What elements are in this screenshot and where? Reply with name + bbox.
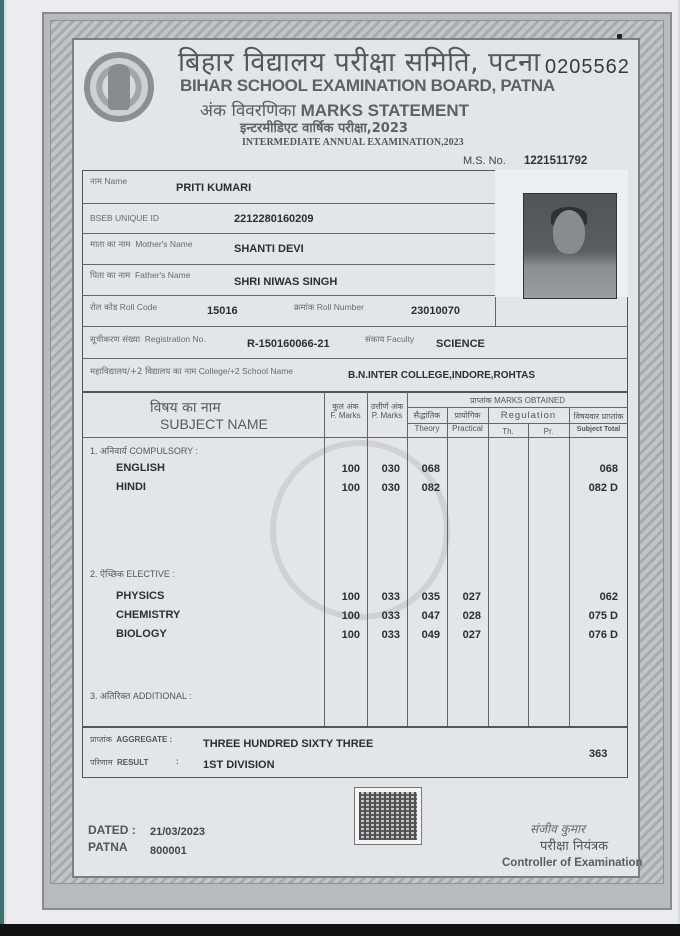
subject-theory-cell: 035: [421, 591, 440, 603]
subject-full-cell: 100: [341, 482, 360, 494]
pass-marks-header-english: P. Marks: [371, 411, 403, 420]
ms-no-value: 1221511792: [524, 155, 588, 167]
subject-name: PHYSICS: [116, 590, 165, 602]
exam-name-hindi: इन्टरमीडिएट वार्षिक परीक्षा,2023: [240, 121, 408, 136]
col-divider: [569, 407, 570, 726]
faculty-label-hindi: संकाय: [365, 335, 385, 345]
section-label: COMPULSORY :: [129, 446, 198, 456]
faculty-label-english: Faculty: [386, 334, 415, 344]
mother-label-hindi: माता का नाम: [90, 240, 131, 250]
mother-label-english: Mother's Name: [135, 239, 193, 249]
section-elective: [90, 567, 175, 580]
statement-title-english: MARKS STATEMENT: [300, 101, 470, 120]
subject-name: HINDI: [116, 481, 146, 493]
subject-total-header-hindi: विषयवार प्राप्तांक: [573, 412, 624, 421]
col-divider: [367, 392, 368, 726]
result-colon: :: [176, 757, 179, 766]
controller-title-english: Controller of Examination: [502, 857, 643, 869]
result-label-hindi: परिणाम: [90, 758, 113, 767]
subject-practical-cell: 028: [462, 610, 481, 622]
subject-total-header: [569, 412, 628, 434]
roll-code-label-english: Roll Code: [119, 302, 158, 312]
registration-label-hindi: सूचीकरण संख्या: [90, 335, 141, 345]
regulation-header: Regulation: [500, 410, 557, 421]
roll-code-label-hindi: रोल कोड: [90, 303, 118, 313]
result-value: 1ST DIVISION: [203, 759, 275, 771]
col-divider: [407, 392, 408, 726]
practical-header: [447, 411, 488, 433]
pass-marks-header: [367, 402, 407, 420]
pass-marks-header-hindi: उत्तीर्ण अंक: [370, 402, 404, 411]
aggregate-words: THREE HUNDRED SIXTY THREE: [203, 738, 374, 750]
serial-number: 0205562: [545, 56, 630, 78]
subject-total-cell: 076 D: [588, 629, 618, 641]
theory-header-english: Theory: [414, 424, 440, 433]
marks-obtained-hindi: प्राप्तांक: [469, 396, 492, 405]
section-number: 2.: [90, 569, 98, 579]
board-name-hindi: बिहार विद्यालय परीक्षा समिति, पटना: [178, 47, 541, 78]
mother-name-value: SHANTI DEVI: [234, 243, 304, 255]
father-label-english: Father's Name: [134, 270, 191, 280]
regulation-theory-header: Th.: [502, 427, 514, 436]
theory-header: [407, 411, 447, 433]
practical-header-english: Practical: [452, 424, 483, 433]
unique-id-value: 2212280160209: [234, 213, 314, 225]
section-number: 3.: [90, 691, 98, 701]
qr-code[interactable]: [354, 787, 422, 845]
full-marks-header: [324, 402, 367, 420]
aggregate-label-hindi: प्राप्तांक: [90, 735, 112, 744]
mother-name-label: [90, 239, 193, 250]
subject-pass-cell: 033: [381, 591, 400, 603]
father-name-label: [90, 270, 190, 281]
col-divider: [324, 392, 325, 726]
section-hindi: अनिवार्य: [100, 447, 127, 457]
scan-edge-left: [0, 0, 4, 936]
aggregate-total: 363: [589, 748, 608, 760]
registration-label-english: Registration No.: [144, 334, 206, 344]
subject-name: CHEMISTRY: [116, 609, 181, 621]
subject-theory-cell: 068: [421, 463, 440, 475]
faculty-label: [365, 334, 414, 345]
dated-label: DATED :: [88, 823, 136, 837]
student-name: PRITI KUMARI: [176, 182, 252, 194]
subject-total-header-english: Subject Total: [576, 426, 621, 433]
roll-number-label-english: Roll Number: [316, 302, 364, 312]
name-label-hindi: नाम: [90, 177, 103, 187]
info-divider: [82, 295, 495, 296]
marks-obtained-header: [407, 396, 628, 405]
header-bottom-line: [82, 437, 628, 438]
full-marks-header-english: F. Marks: [330, 411, 361, 420]
ms-no-label: M.S. No.: [463, 155, 506, 167]
date-value: 21/03/2023: [150, 826, 206, 838]
col-divider: [488, 407, 489, 726]
pin-code: 800001: [150, 845, 187, 857]
subject-name: ENGLISH: [116, 462, 165, 474]
controller-signature: संजीव कुमार: [530, 822, 586, 836]
college-label-hindi: महाविद्यालय/+2 विद्यालय का नाम: [90, 367, 197, 377]
subject-total-cell: 075 D: [588, 610, 618, 622]
registration-value: R-150160066-21: [247, 338, 330, 350]
section-label: ELECTIVE :: [126, 569, 175, 579]
result-label-english: RESULT: [116, 758, 149, 767]
subject-theory-cell: 047: [421, 610, 440, 622]
place-label: PATNA: [88, 840, 128, 854]
info-divider: [82, 326, 628, 327]
roll-number-label-hindi: क्रमांक: [294, 303, 315, 313]
subject-full-cell: 100: [341, 629, 360, 641]
col-divider: [447, 407, 448, 726]
scan-speck: [617, 34, 622, 39]
name-label-english: Name: [104, 176, 128, 186]
roll-code-value: 15016: [207, 305, 238, 317]
father-name-value: SHRI NIWAS SINGH: [234, 276, 338, 288]
college-label-english: College/+2 School Name: [198, 366, 294, 376]
father-label-hindi: पिता का नाम: [90, 271, 131, 281]
roll-number-label: [294, 302, 364, 313]
section-additional: [90, 689, 192, 702]
section-number: 1.: [90, 446, 98, 456]
unique-id-label: BSEB UNIQUE ID: [90, 213, 159, 223]
subject-pass-cell: 030: [381, 482, 400, 494]
college-label: [90, 366, 293, 377]
aggregate-label: [90, 734, 172, 745]
board-name-english: BIHAR SCHOOL EXAMINATION BOARD, PATNA: [180, 76, 555, 95]
controller-title-hindi: परीक्षा नियंत्रक: [540, 839, 609, 854]
faculty-value: SCIENCE: [436, 338, 485, 350]
scan-edge-bottom: [0, 924, 680, 936]
regulation-practical-header: Pr.: [543, 427, 554, 436]
info-divider: [82, 233, 495, 234]
section-hindi: अतिरिक्त: [100, 692, 131, 702]
roll-number-value: 23010070: [411, 305, 460, 317]
full-marks-header-hindi: कुल अंक: [332, 402, 359, 411]
subject-pass-cell: 033: [381, 610, 400, 622]
section-label: ADDITIONAL :: [132, 691, 192, 701]
registration-label: [90, 334, 206, 345]
info-divider: [82, 203, 495, 204]
photo-face: [553, 210, 585, 254]
subject-practical-cell: 027: [462, 629, 481, 641]
practical-header-hindi: प्रायोगिक: [454, 411, 481, 420]
subject-theory-cell: 049: [421, 629, 440, 641]
subject-name-header-hindi: विषय का नाम: [150, 400, 221, 416]
subject-pass-cell: 030: [381, 463, 400, 475]
statement-title-hindi: अंक विवरणिका: [200, 101, 296, 121]
roll-code-label: [90, 302, 157, 313]
result-label: [90, 757, 148, 768]
qr-code-icon: [359, 792, 417, 840]
subject-practical-cell: 027: [462, 591, 481, 603]
aggregate-label-english: AGGREGATE :: [116, 735, 173, 744]
subject-name-header: SUBJECT NAME: [160, 416, 268, 432]
info-divider: [82, 264, 495, 265]
summary-divider: [82, 726, 628, 728]
theory-header-hindi: सैद्धांतिक: [413, 411, 441, 420]
subject-pass-cell: 033: [381, 629, 400, 641]
seal-figure-icon: [108, 64, 130, 110]
exam-name-english: INTERMEDIATE ANNUAL EXAMINATION,2023: [242, 137, 464, 148]
subject-full-cell: 100: [341, 463, 360, 475]
section-hindi: ऐच्छिक: [100, 570, 124, 580]
col-divider: [528, 423, 529, 726]
header-divider: [407, 407, 628, 408]
subject-total-cell: 062: [599, 591, 618, 603]
subject-theory-cell: 082: [421, 482, 440, 494]
college-value: B.N.INTER COLLEGE,INDORE,ROHTAS: [348, 370, 536, 381]
marks-obtained-english: MARKS OBTAINED: [494, 396, 566, 405]
subject-name: BIOLOGY: [116, 628, 167, 640]
header-divider: [488, 423, 569, 424]
subject-total-cell: 068: [599, 463, 618, 475]
subject-full-cell: 100: [341, 610, 360, 622]
subject-full-cell: 100: [341, 591, 360, 603]
info-divider: [82, 358, 628, 359]
subject-total-cell: 082 D: [588, 482, 618, 494]
section-compulsory: [90, 444, 198, 457]
name-label: [90, 176, 127, 187]
